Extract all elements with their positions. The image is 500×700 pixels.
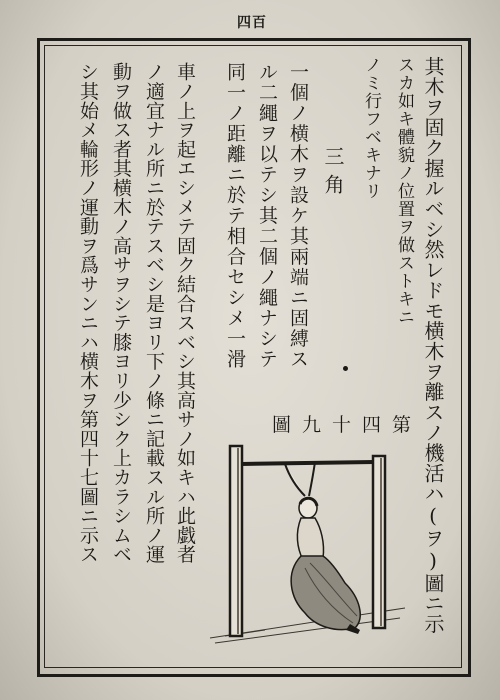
- text-column-1: 其木ヲ固ク握ルベシ然レドモ横木ヲ離スノ機活ハ(ヲ)圖ニ示: [421, 56, 445, 634]
- text-column-7: 車ノ上ヲ起エシメテ固ク結合スベシ其高サノ如キハ此戯者: [174, 62, 196, 564]
- text-column-8: ノ適宜ナル所ニ於テスベシ是ヨリ下ノ條ニ記載スル所ノ運: [143, 62, 165, 564]
- text-column-4: 一個ノ横木ヲ設ケ其兩端ニ固縛ス: [287, 62, 309, 370]
- text-column-6: 同一ノ距離ニ於テ相合セシメ一滑: [224, 62, 246, 370]
- figure-caption: 第四十九圖: [271, 414, 422, 436]
- text-column-3: ノミ行フベキナリ: [361, 56, 381, 200]
- section-heading: 三角: [321, 146, 345, 202]
- text-column-5: ル二繩ヲ以テシ其二個ノ繩ナシテ: [256, 62, 278, 370]
- text-column-9: 動ヲ做ス者其横木ノ高サヲシテ膝ヨリ少シク上カラシムベ: [110, 62, 132, 564]
- text-column-2: スカ如キ體貌ノ位置ヲ做ストキニ: [394, 56, 414, 326]
- page-number: 四百: [237, 15, 267, 31]
- text-column-10: シ其始メ輪形ノ運動ヲ爲サンニハ横木ヲ第四十七圖ニ示ス: [77, 62, 99, 564]
- horizontal-bar-illustration: [205, 438, 415, 648]
- bullet-dot: [343, 366, 348, 371]
